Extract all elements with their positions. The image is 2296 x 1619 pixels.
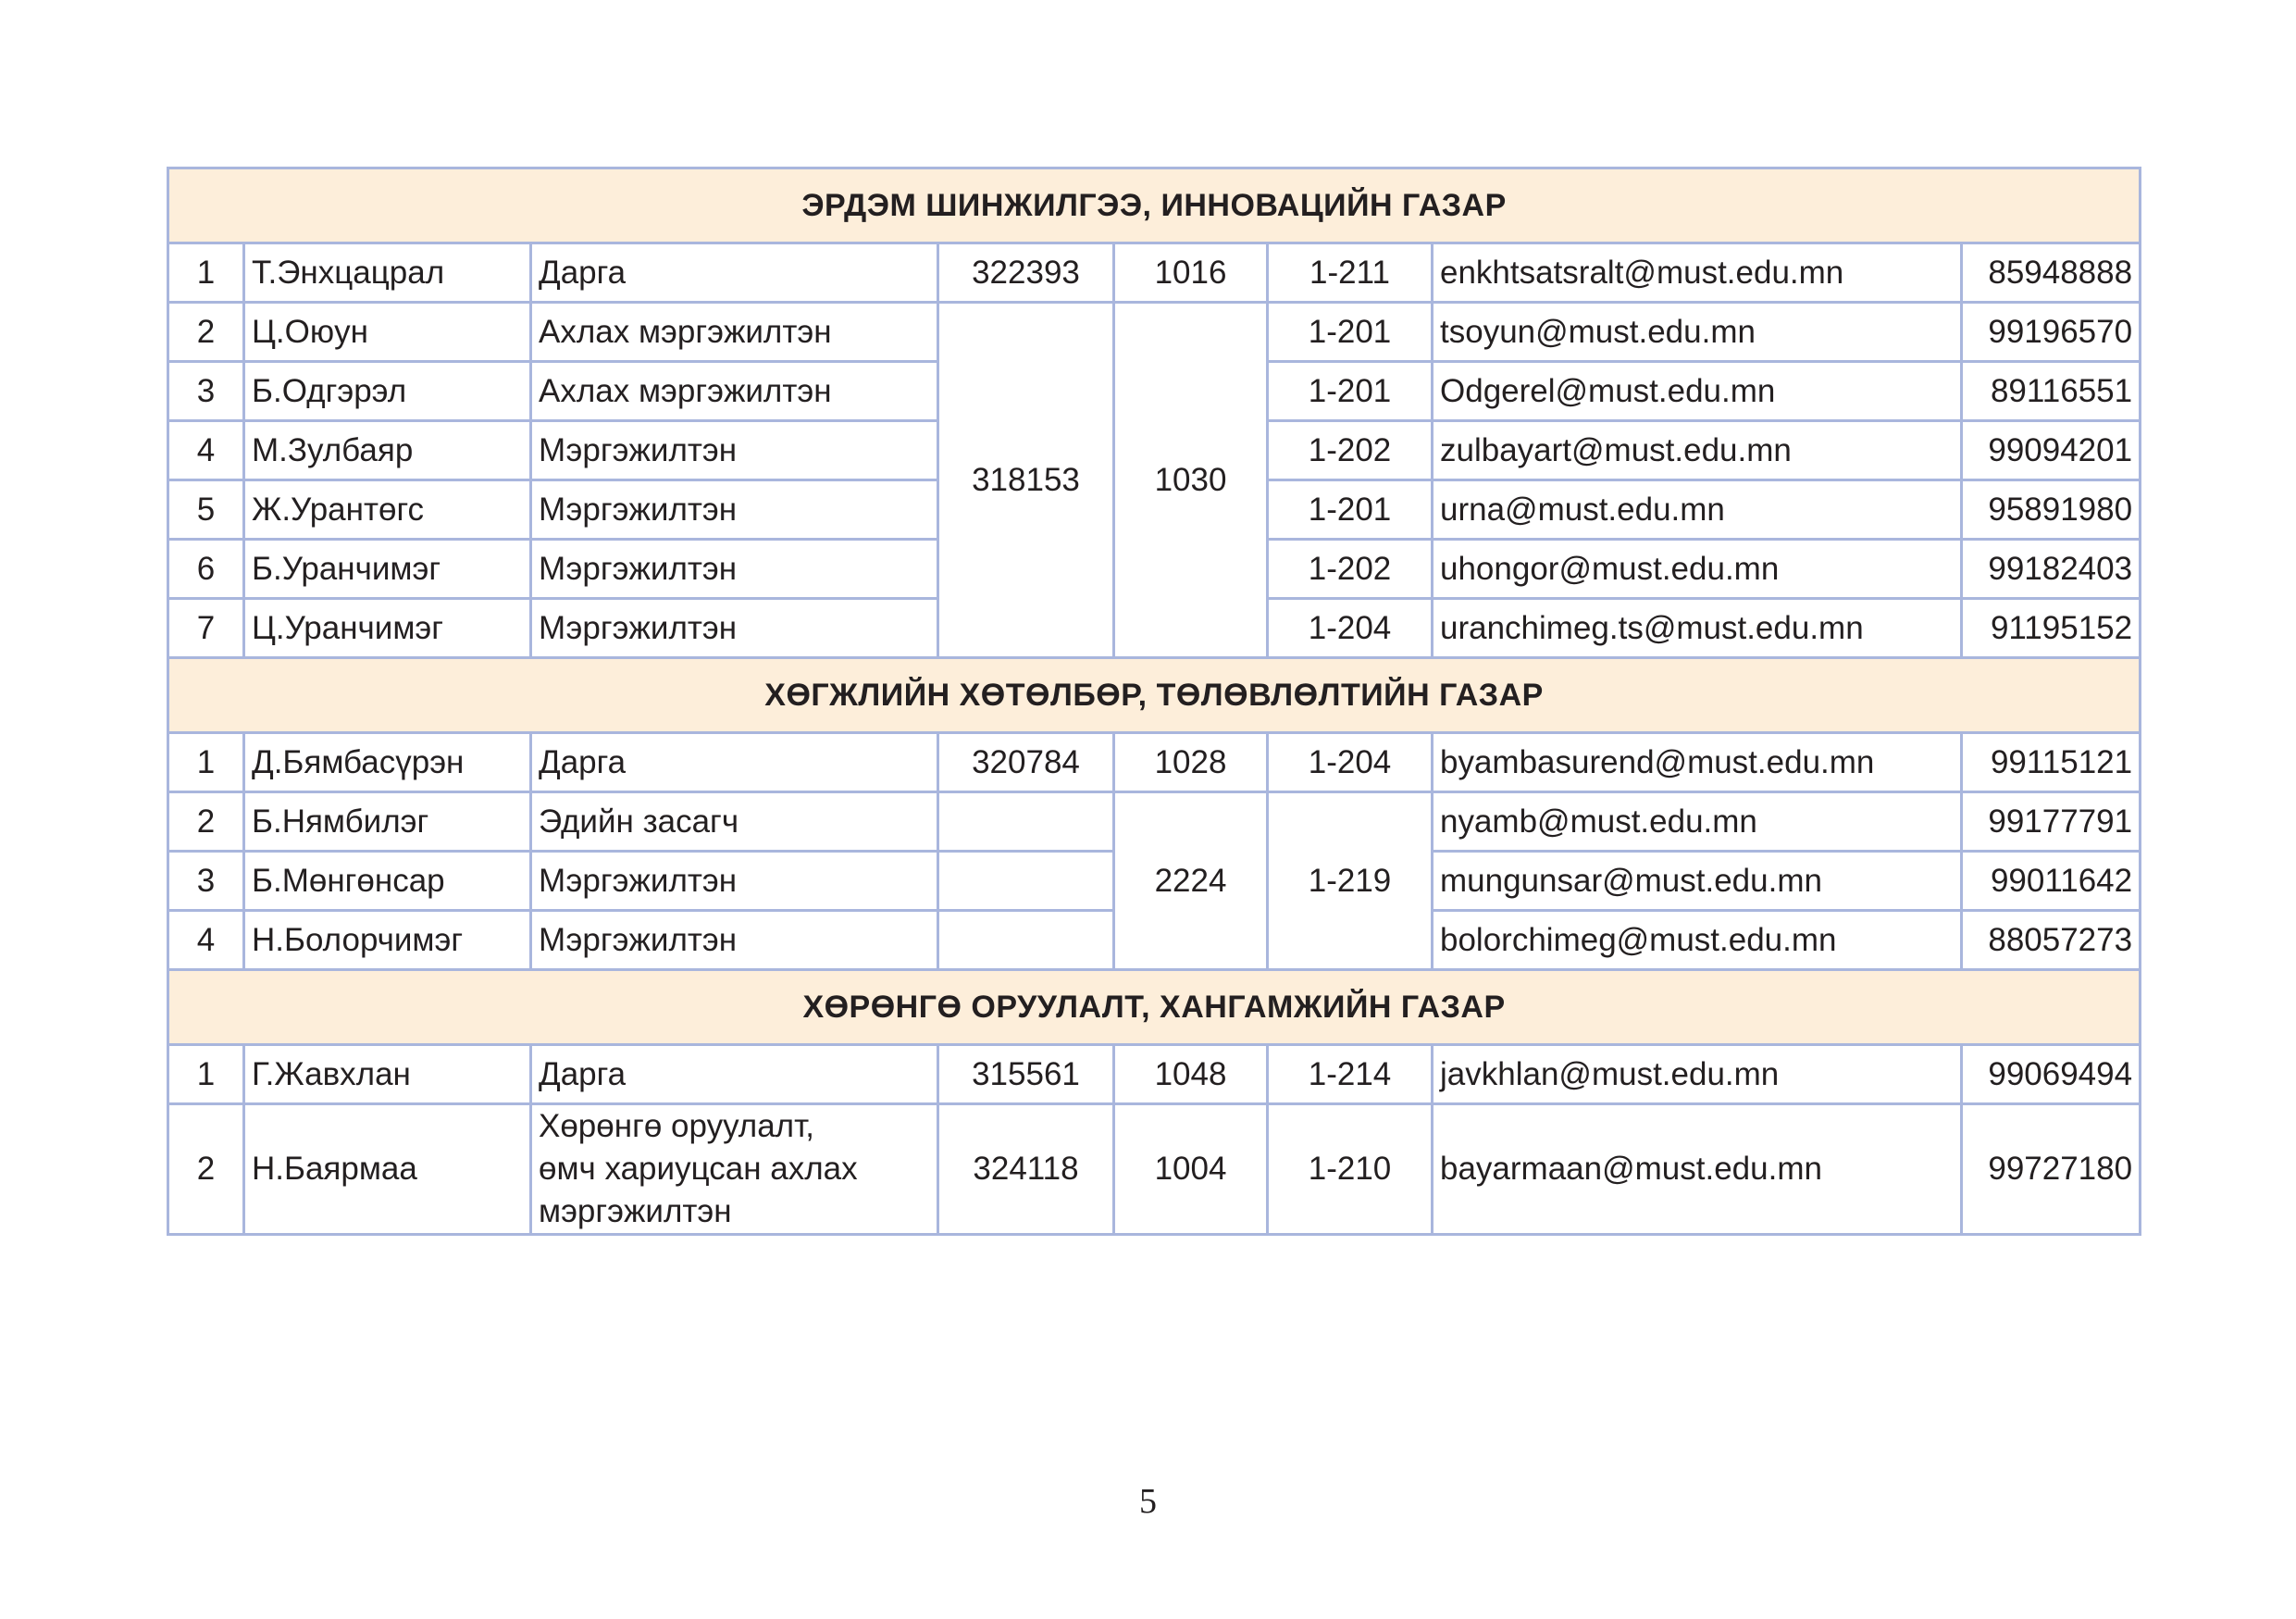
office-phone [938,911,1114,970]
section-header-row [168,658,2141,733]
extension: 1030 [1114,303,1268,658]
staff-position: Ахлах мэргэжилтэн [531,362,938,421]
email-address: urna@must.edu.mn [1433,480,1962,540]
staff-name: Д.Бямбасүрэн [244,733,531,792]
section-title: ХӨРӨНГӨ ОРУУЛАЛТ, ХАНГАМЖИЙН ГАЗАР [168,970,2141,1045]
table-row [168,303,2141,362]
mobile-number: 91195152 [1962,599,2141,658]
staff-position-line: өмч хариуцсан ахлах [539,1151,858,1187]
staff-position [531,1104,938,1235]
staff-name: Н.Баярмаа [244,1104,531,1235]
mobile-number: 99069494 [1962,1045,2141,1104]
staff-position-line: Хөрөнгө оруулалт, [539,1108,814,1144]
staff-name: Т.Энхцацрал [244,243,531,303]
staff-position-line: мэргэжилтэн [539,1193,732,1229]
staff-position: Мэргэжилтэн [531,599,938,658]
staff-name: Б.Мөнгөнсар [244,852,531,911]
row-number: 1 [168,733,244,792]
email-address: tsoyun@must.edu.mn [1433,303,1962,362]
row-number: 2 [168,792,244,852]
staff-position: Мэргэжилтэн [531,540,938,599]
table-row [168,243,2141,303]
section-header-row [168,168,2141,243]
staff-name: Ц.Уранчимэг [244,599,531,658]
section-title: ХӨГЖЛИЙН ХӨТӨЛБӨР, ТӨЛӨВЛӨЛТИЙН ГАЗАР [168,658,2141,733]
row-number: 1 [168,1045,244,1104]
table-row [168,733,2141,792]
staff-position: Эдийн засагч [531,792,938,852]
staff-position: Мэргэжилтэн [531,480,938,540]
row-number: 7 [168,599,244,658]
email-address: mungunsar@must.edu.mn [1433,852,1962,911]
email-address: bayarmaan@must.edu.mn [1433,1104,1962,1235]
row-number: 2 [168,303,244,362]
staff-directory-table [167,167,2141,1236]
email-address: bolorchimeg@must.edu.mn [1433,911,1962,970]
mobile-number: 99094201 [1962,421,2141,480]
room-number: 1-201 [1268,480,1433,540]
row-number: 4 [168,421,244,480]
extension: 1004 [1114,1104,1268,1235]
office-phone: 318153 [938,303,1114,658]
row-number: 4 [168,911,244,970]
mobile-number: 89116551 [1962,362,2141,421]
row-number: 3 [168,362,244,421]
mobile-number: 99196570 [1962,303,2141,362]
extension: 1028 [1114,733,1268,792]
extension: 1048 [1114,1045,1268,1104]
email-address: javkhlan@must.edu.mn [1433,1045,1962,1104]
office-phone [938,792,1114,852]
office-phone: 324118 [938,1104,1114,1235]
email-address: uranchimeg.ts@must.edu.mn [1433,599,1962,658]
staff-name: Г.Жавхлан [244,1045,531,1104]
room-number: 1-219 [1268,792,1433,970]
room-number: 1-201 [1268,362,1433,421]
mobile-number: 99011642 [1962,852,2141,911]
page-number: 5 [1139,1482,1157,1521]
table-row [168,1104,2141,1235]
staff-position: Дарга [531,733,938,792]
extension: 2224 [1114,792,1268,970]
room-number: 1-204 [1268,599,1433,658]
staff-name: Б.Одгэрэл [244,362,531,421]
email-address: zulbayart@must.edu.mn [1433,421,1962,480]
office-phone: 322393 [938,243,1114,303]
office-phone [938,852,1114,911]
staff-name: Б.Нямбилэг [244,792,531,852]
row-number: 2 [168,1104,244,1235]
extension: 1016 [1114,243,1268,303]
room-number: 1-202 [1268,540,1433,599]
office-phone: 315561 [938,1045,1114,1104]
mobile-number: 85948888 [1962,243,2141,303]
table-row [168,1045,2141,1104]
staff-position: Ахлах мэргэжилтэн [531,303,938,362]
row-number: 1 [168,243,244,303]
staff-name: Ц.Оюун [244,303,531,362]
room-number: 1-204 [1268,733,1433,792]
row-number: 3 [168,852,244,911]
staff-name: Б.Уранчимэг [244,540,531,599]
table-row [168,792,2141,852]
email-address: uhongor@must.edu.mn [1433,540,1962,599]
mobile-number: 99727180 [1962,1104,2141,1235]
staff-position: Мэргэжилтэн [531,911,938,970]
room-number: 1-214 [1268,1045,1433,1104]
row-number: 5 [168,480,244,540]
staff-position: Мэргэжилтэн [531,421,938,480]
room-number: 1-201 [1268,303,1433,362]
staff-name: Н.Болорчимэг [244,911,531,970]
office-phone: 320784 [938,733,1114,792]
staff-position: Мэргэжилтэн [531,852,938,911]
mobile-number: 99115121 [1962,733,2141,792]
room-number: 1-211 [1268,243,1433,303]
room-number: 1-210 [1268,1104,1433,1235]
staff-position: Дарга [531,243,938,303]
email-address: nyamb@must.edu.mn [1433,792,1962,852]
mobile-number: 88057273 [1962,911,2141,970]
mobile-number: 99177791 [1962,792,2141,852]
section-title: ЭРДЭМ ШИНЖИЛГЭЭ, ИННОВАЦИЙН ГАЗАР [168,168,2141,243]
row-number: 6 [168,540,244,599]
staff-name: М.Зулбаяр [244,421,531,480]
section-header-row [168,970,2141,1045]
mobile-number: 95891980 [1962,480,2141,540]
room-number: 1-202 [1268,421,1433,480]
staff-name: Ж.Урантөгс [244,480,531,540]
email-address: byambasurend@must.edu.mn [1433,733,1962,792]
mobile-number: 99182403 [1962,540,2141,599]
email-address: Odgerel@must.edu.mn [1433,362,1962,421]
staff-position: Дарга [531,1045,938,1104]
email-address: enkhtsatsralt@must.edu.mn [1433,243,1962,303]
